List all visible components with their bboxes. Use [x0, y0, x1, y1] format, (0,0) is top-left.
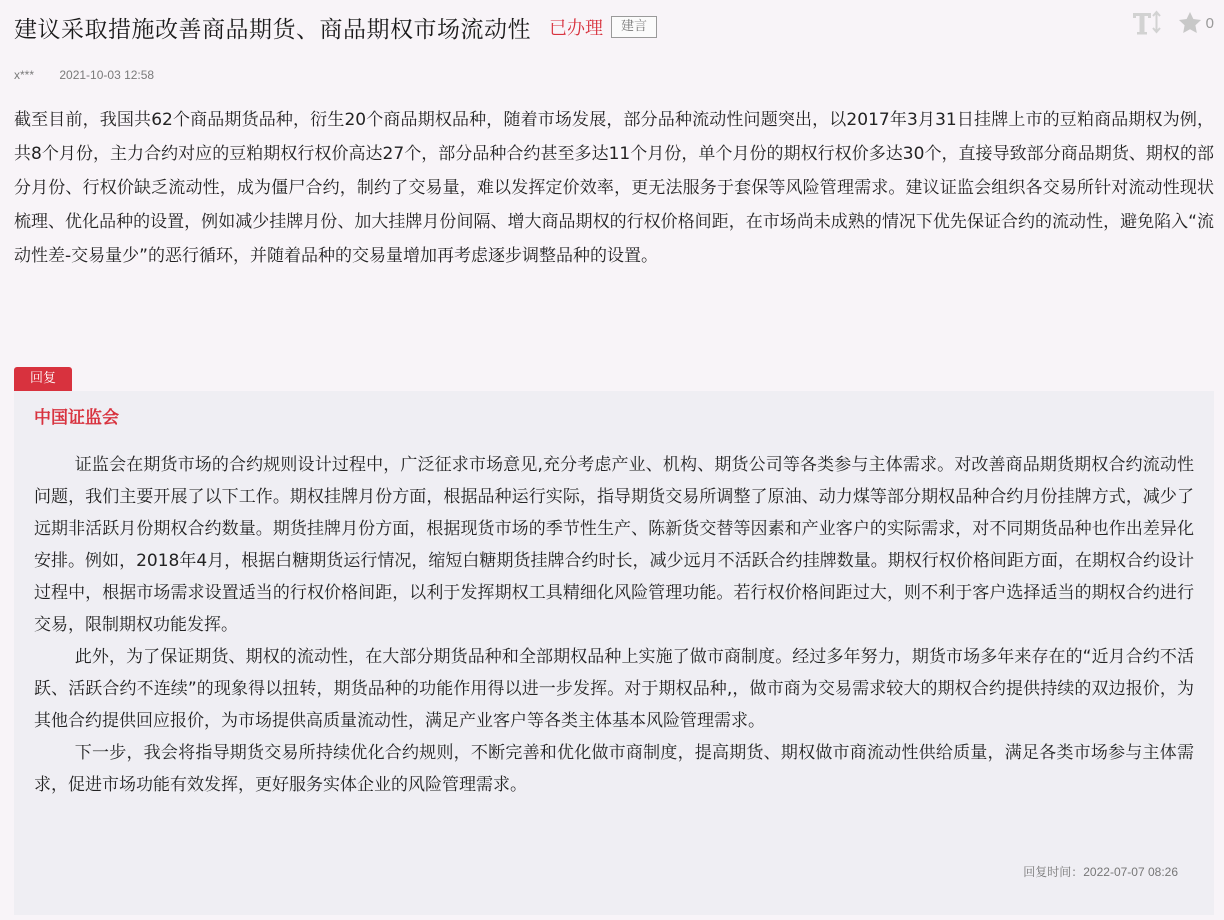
text-size-icon [1131, 9, 1165, 37]
status-label: 已办理 [549, 18, 603, 39]
title-row [14, 8, 657, 46]
reply-time: 回复时间：2022-07-07 08:26 [1023, 865, 1178, 879]
toolbar [1131, 8, 1214, 38]
text-size-button[interactable] [1131, 9, 1165, 37]
reply-paragraph: 证监会在期货市场的合约规则设计过程中，广泛征求市场意见,充分考虑产业、机构、期货公司等各类参与主体需求。对改善商品期货期权合约流动性问题，我们主要开展了以下工作。期权挂牌月份方面，根据品种运行实际，指导期货交易所调整了原油、动力煤等部分期权品种合约月份挂牌方式，减少了远期非活跃月份期权合约数量。期货挂牌月份方面，根据现货市场的季节性生产、陈新货交替等因素和产业客户的实际需求，对不同期货品种也作出差异化安排。例如，2018年4月，根据白糖期货运行情况，缩短白糖期货挂牌合约时长，减少远月不活跃合约挂牌数量。期权行权价格间距方面，在期权合约设计过程中，根据市场需求设置适当的行权价格间距，以利于发挥期权工具精细化风险管理功能。若行权价格间距过大，则不利于客户选择适当的期权合约进行交易，限制期权功能发挥。 [34, 455, 1194, 635]
type-badge: 建言 [611, 16, 657, 38]
favorite-count: 0 [1205, 14, 1214, 32]
page-title: 建议采取措施改善商品期货、商品期权市场流动性 [14, 16, 531, 43]
reply-paragraph: 此外，为了保证期货、期权的流动性，在大部分期货品种和全部期权品种上实施了做市商制度。经过多年努力，期货市场多年来存在的“近月合约不活跃、活跃合约不连续”的现象得以扭转，期货品种的功能作用得以进一步发挥。对于期权品种,，做市商为交易需求较大的期权合约提供持续的双边报价，为其他合约提供回应报价，为市场提供高质量流动性，满足产业客户等各类主体基本风险管理需求。 [34, 647, 1194, 731]
meta-row [14, 68, 154, 82]
reply-panel [14, 391, 1214, 915]
suggestion-body: 截至目前，我国共62个商品期货品种，衍生20个商品期权品种，随着市场发展，部分品种流动性问题突出，以2017年3月31日挂牌上市的豆粕商品期权为例，共8个月份，主力合约对应的豆粕期权行权价高达27个，部分品种合约甚至多达11个月份，单个月份的期权行权价多达30个，直接导致部分商品期货、期权的部分月份、行权价缺乏流动性，成为僵尸合约，制约了交易量，难以发挥定价效率，更无法服务于套保等风险管理需求。建议证监会组织各交易所针对流动性现状梳理、优化品种的设置，例如减少挂牌月份、加大挂牌月份间隔、增大商品期权的行权价格间距，在市场尚未成熟的情况下优先保证合约的流动性，避免陷入“流动性差-交易量少”的恶行循环，并随着品种的交易量增加再考虑逐步调整品种的设置。 [14, 110, 1214, 266]
star-icon [1177, 10, 1203, 36]
reply-paragraph: 下一步，我会将指导期货交易所持续优化合约规则，不断完善和优化做市商制度，提高期货、期权做市商流动性供给质量，满足各类市场参与主体需求，促进市场功能有效发挥，更好服务实体企业的风险管理需求。 [34, 743, 1194, 795]
favorite-button[interactable] [1177, 10, 1214, 36]
reply-tab: 回复 [14, 367, 72, 391]
replier-name: 中国证监会 [34, 408, 119, 428]
post-date: 2021-10-03 12:58 [59, 68, 155, 82]
author-name: x*** [14, 68, 35, 82]
